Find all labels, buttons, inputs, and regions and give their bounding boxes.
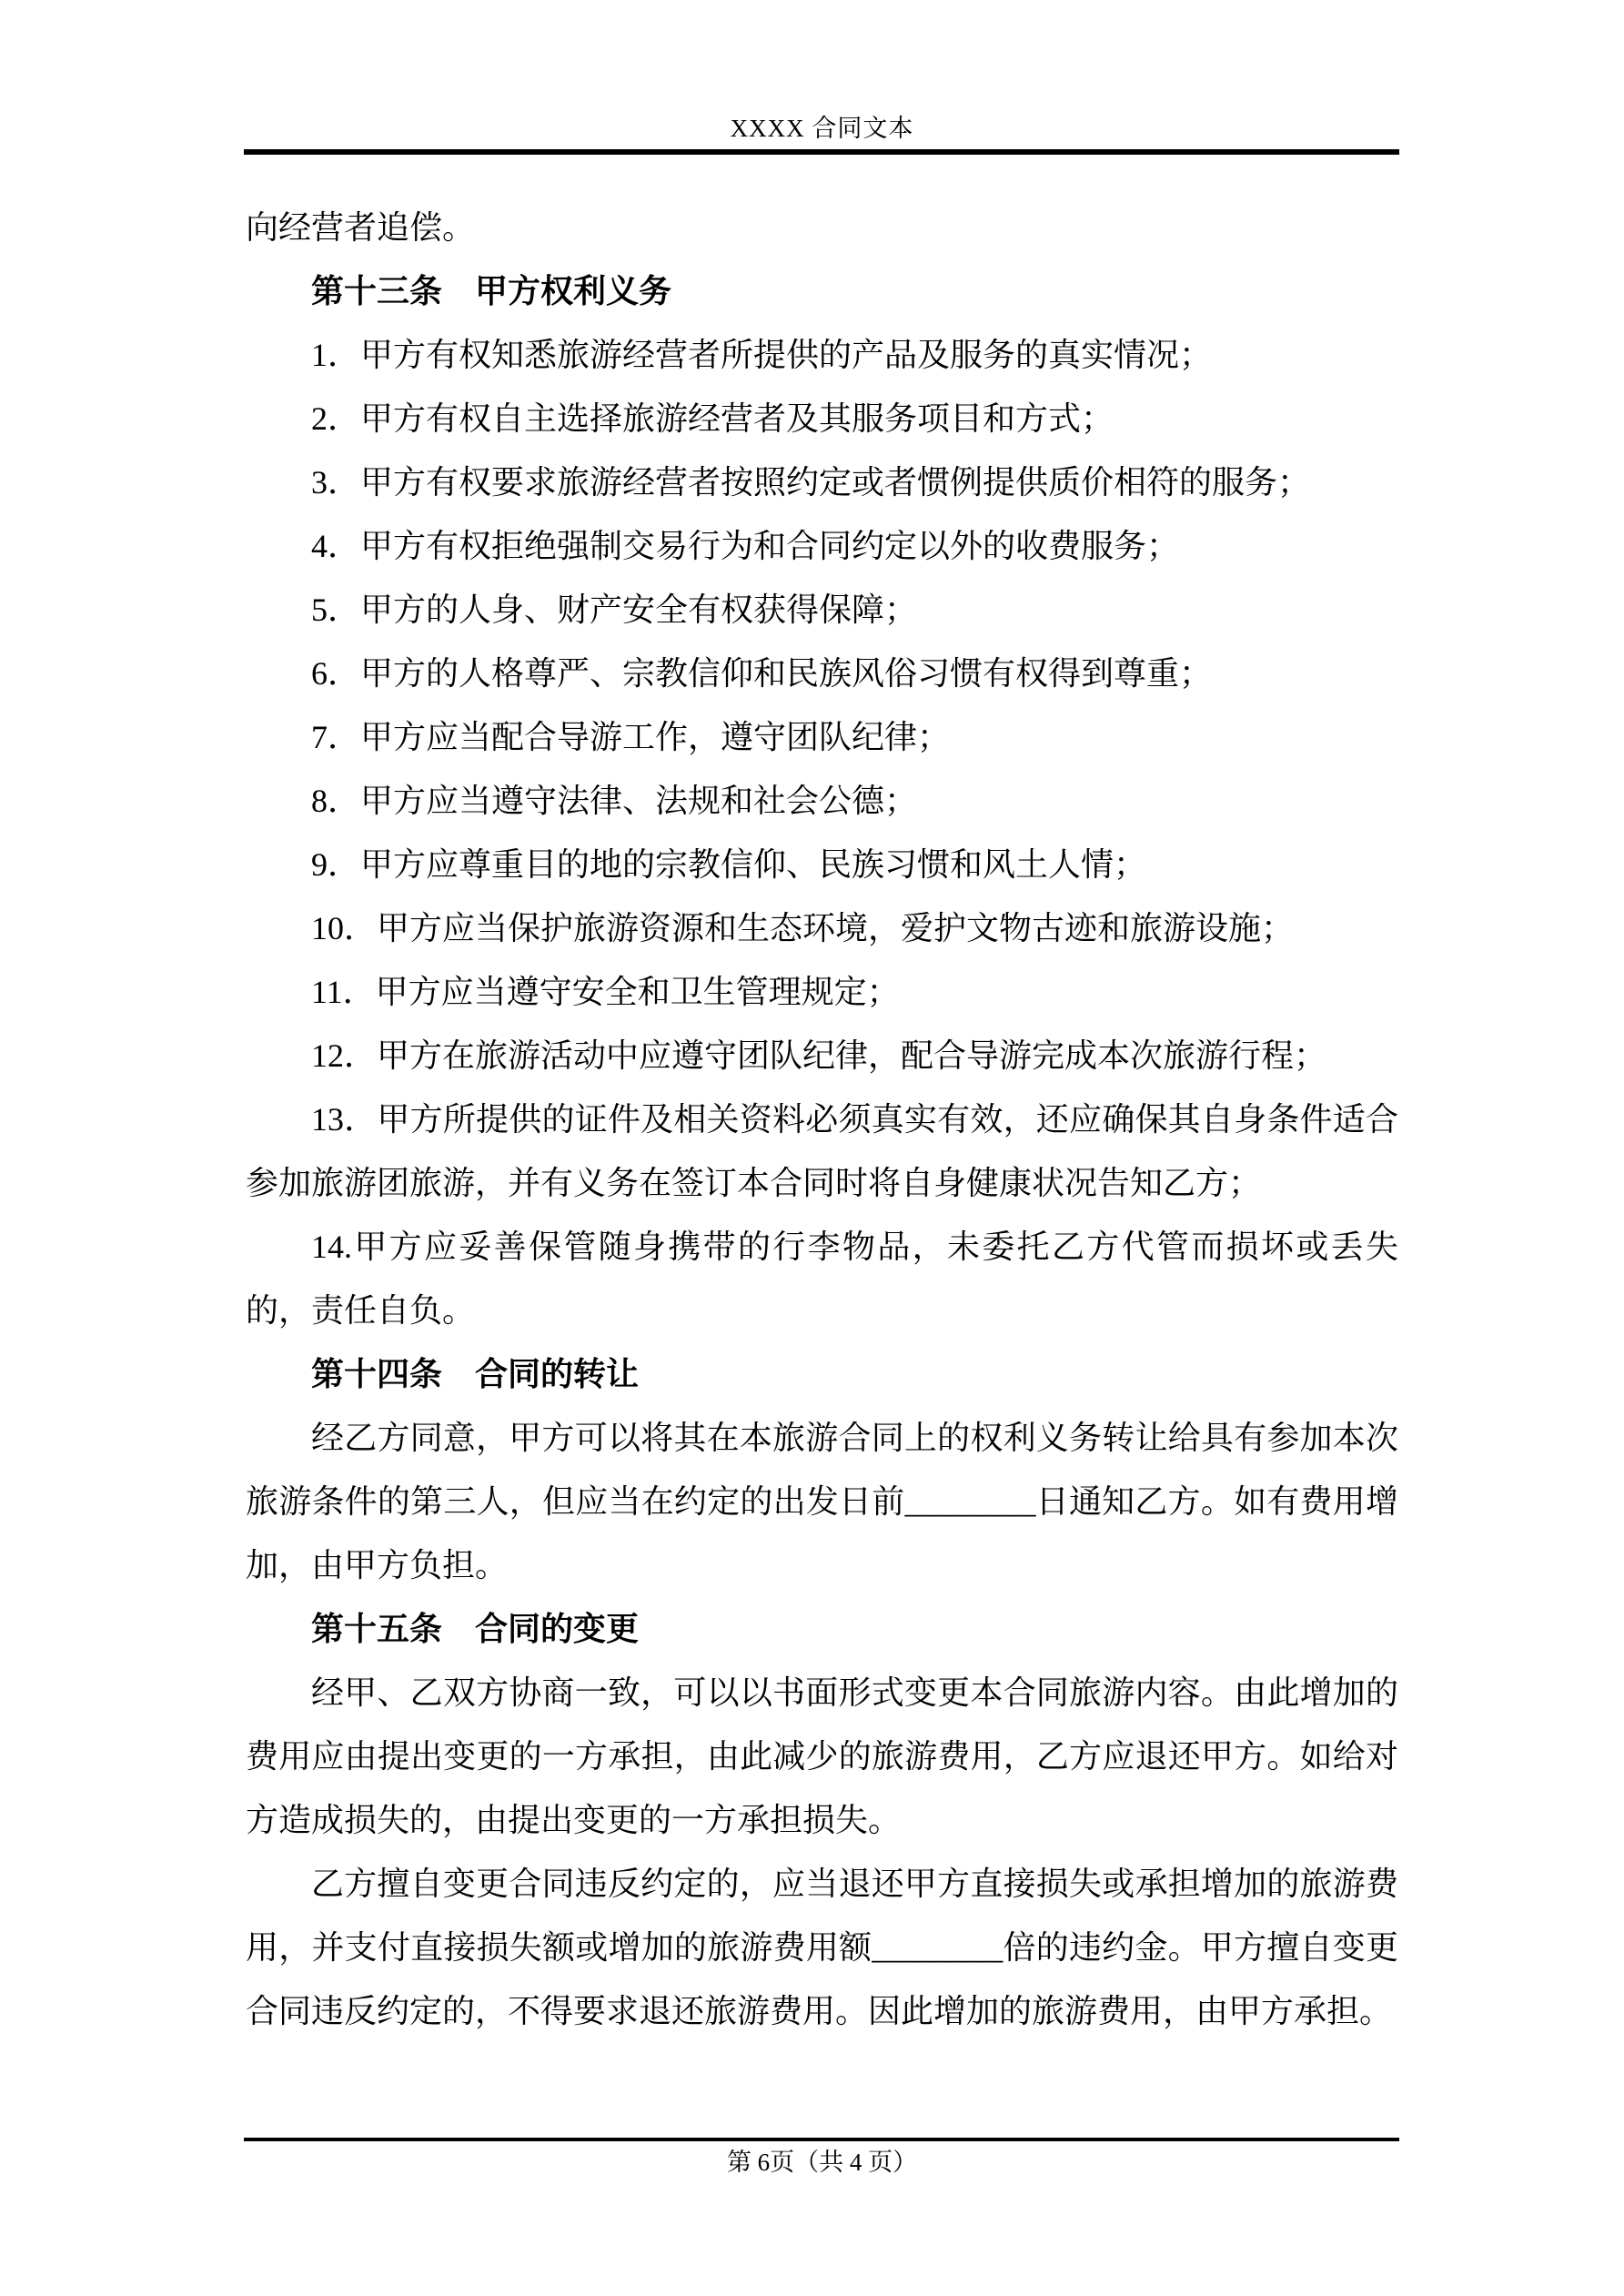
- document-body: [246, 196, 1398, 2043]
- clause-13-item-1: 1．甲方有权知悉旅游经营者所提供的产品及服务的真实情况；: [311, 337, 1213, 373]
- clause-13-item-3: 3．甲方有权要求旅游经营者按照约定或者惯例提供质价相符的服务；: [311, 464, 1311, 501]
- page-header-title: XXXX 合同文本: [730, 115, 914, 142]
- header-rule: [244, 149, 1399, 155]
- page-number: 第 6页（共 4 页）: [726, 2149, 918, 2176]
- clause-13-item-4: 4．甲方有权拒绝强制交易行为和合同约定以外的收费服务；: [311, 528, 1180, 564]
- clause-13-item-14: 14.甲方应妥善保管随身携带的行李物品，未委托乙方代管而损坏或丢失的，责任自负。: [246, 1229, 1398, 1329]
- intro-continuation-line: 向经营者追偿。: [246, 209, 476, 246]
- clause-15-paragraph-1: 经甲、乙双方协商一致，可以以书面形式变更本合同旅游内容。由此增加的费用应由提出变更的一方承担，由此减少的旅游费用，乙方应退还甲方。如给对方造成损失的，由提出变更的一方承担损失。: [246, 1674, 1398, 1838]
- clause-15-paragraph-2: 乙方擅自变更合同违反约定的，应当退还甲方直接损失或承担增加的旅游费用，并支付直接损失额或增加的旅游费用额________倍的违约金。甲方擅自变更合同违反约定的，不得要求退还旅游费用。因此增加的旅游费用，由甲方承担。: [246, 1866, 1398, 2029]
- clause-13-item-9: 9．甲方应尊重目的地的宗教信仰、民族习惯和风土人情；: [311, 846, 1147, 883]
- clause-13-item-5: 5．甲方的人身、财产安全有权获得保障；: [311, 592, 918, 628]
- clause-13-item-12: 12．甲方在旅游活动中应遵守团队纪律，配合导游完成本次旅游行程；: [311, 1037, 1327, 1074]
- clause-13-item-8: 8．甲方应当遵守法律、法规和社会公德；: [311, 783, 918, 819]
- clause-14-paragraph: 经乙方同意，甲方可以将其在本旅游合同上的权利义务转让给具有参加本次旅游条件的第三人，但应当在约定的出发日前________日通知乙方。如有费用增加，由甲方负担。: [246, 1420, 1398, 1583]
- footer-rule: [244, 2138, 1399, 2141]
- clause-13-heading: 第十三条 甲方权利义务: [311, 273, 672, 309]
- clause-13-item-7: 7．甲方应当配合导游工作，遵守团队纪律；: [311, 719, 951, 755]
- clause-13-item-6: 6．甲方的人格尊严、宗教信仰和民族风俗习惯有权得到尊重；: [311, 655, 1213, 692]
- clause-13-item-10: 10．甲方应当保护旅游资源和生态环境，爱护文物古迹和旅游设施；: [311, 910, 1295, 946]
- clause-13-item-13: 13．甲方所提供的证件及相关资料必须真实有效，还应确保其自身条件适合参加旅游团旅游，并有义务在签订本合同时将自身健康状况告知乙方；: [246, 1101, 1398, 1201]
- clause-13-item-11: 11．甲方应当遵守安全和卫生管理规定；: [311, 974, 900, 1010]
- clause-15-heading: 第十五条 合同的变更: [311, 1611, 640, 1647]
- clause-13-item-2: 2．甲方有权自主选择旅游经营者及其服务项目和方式；: [311, 400, 1115, 437]
- clause-14-heading: 第十四条 合同的转让: [311, 1356, 640, 1392]
